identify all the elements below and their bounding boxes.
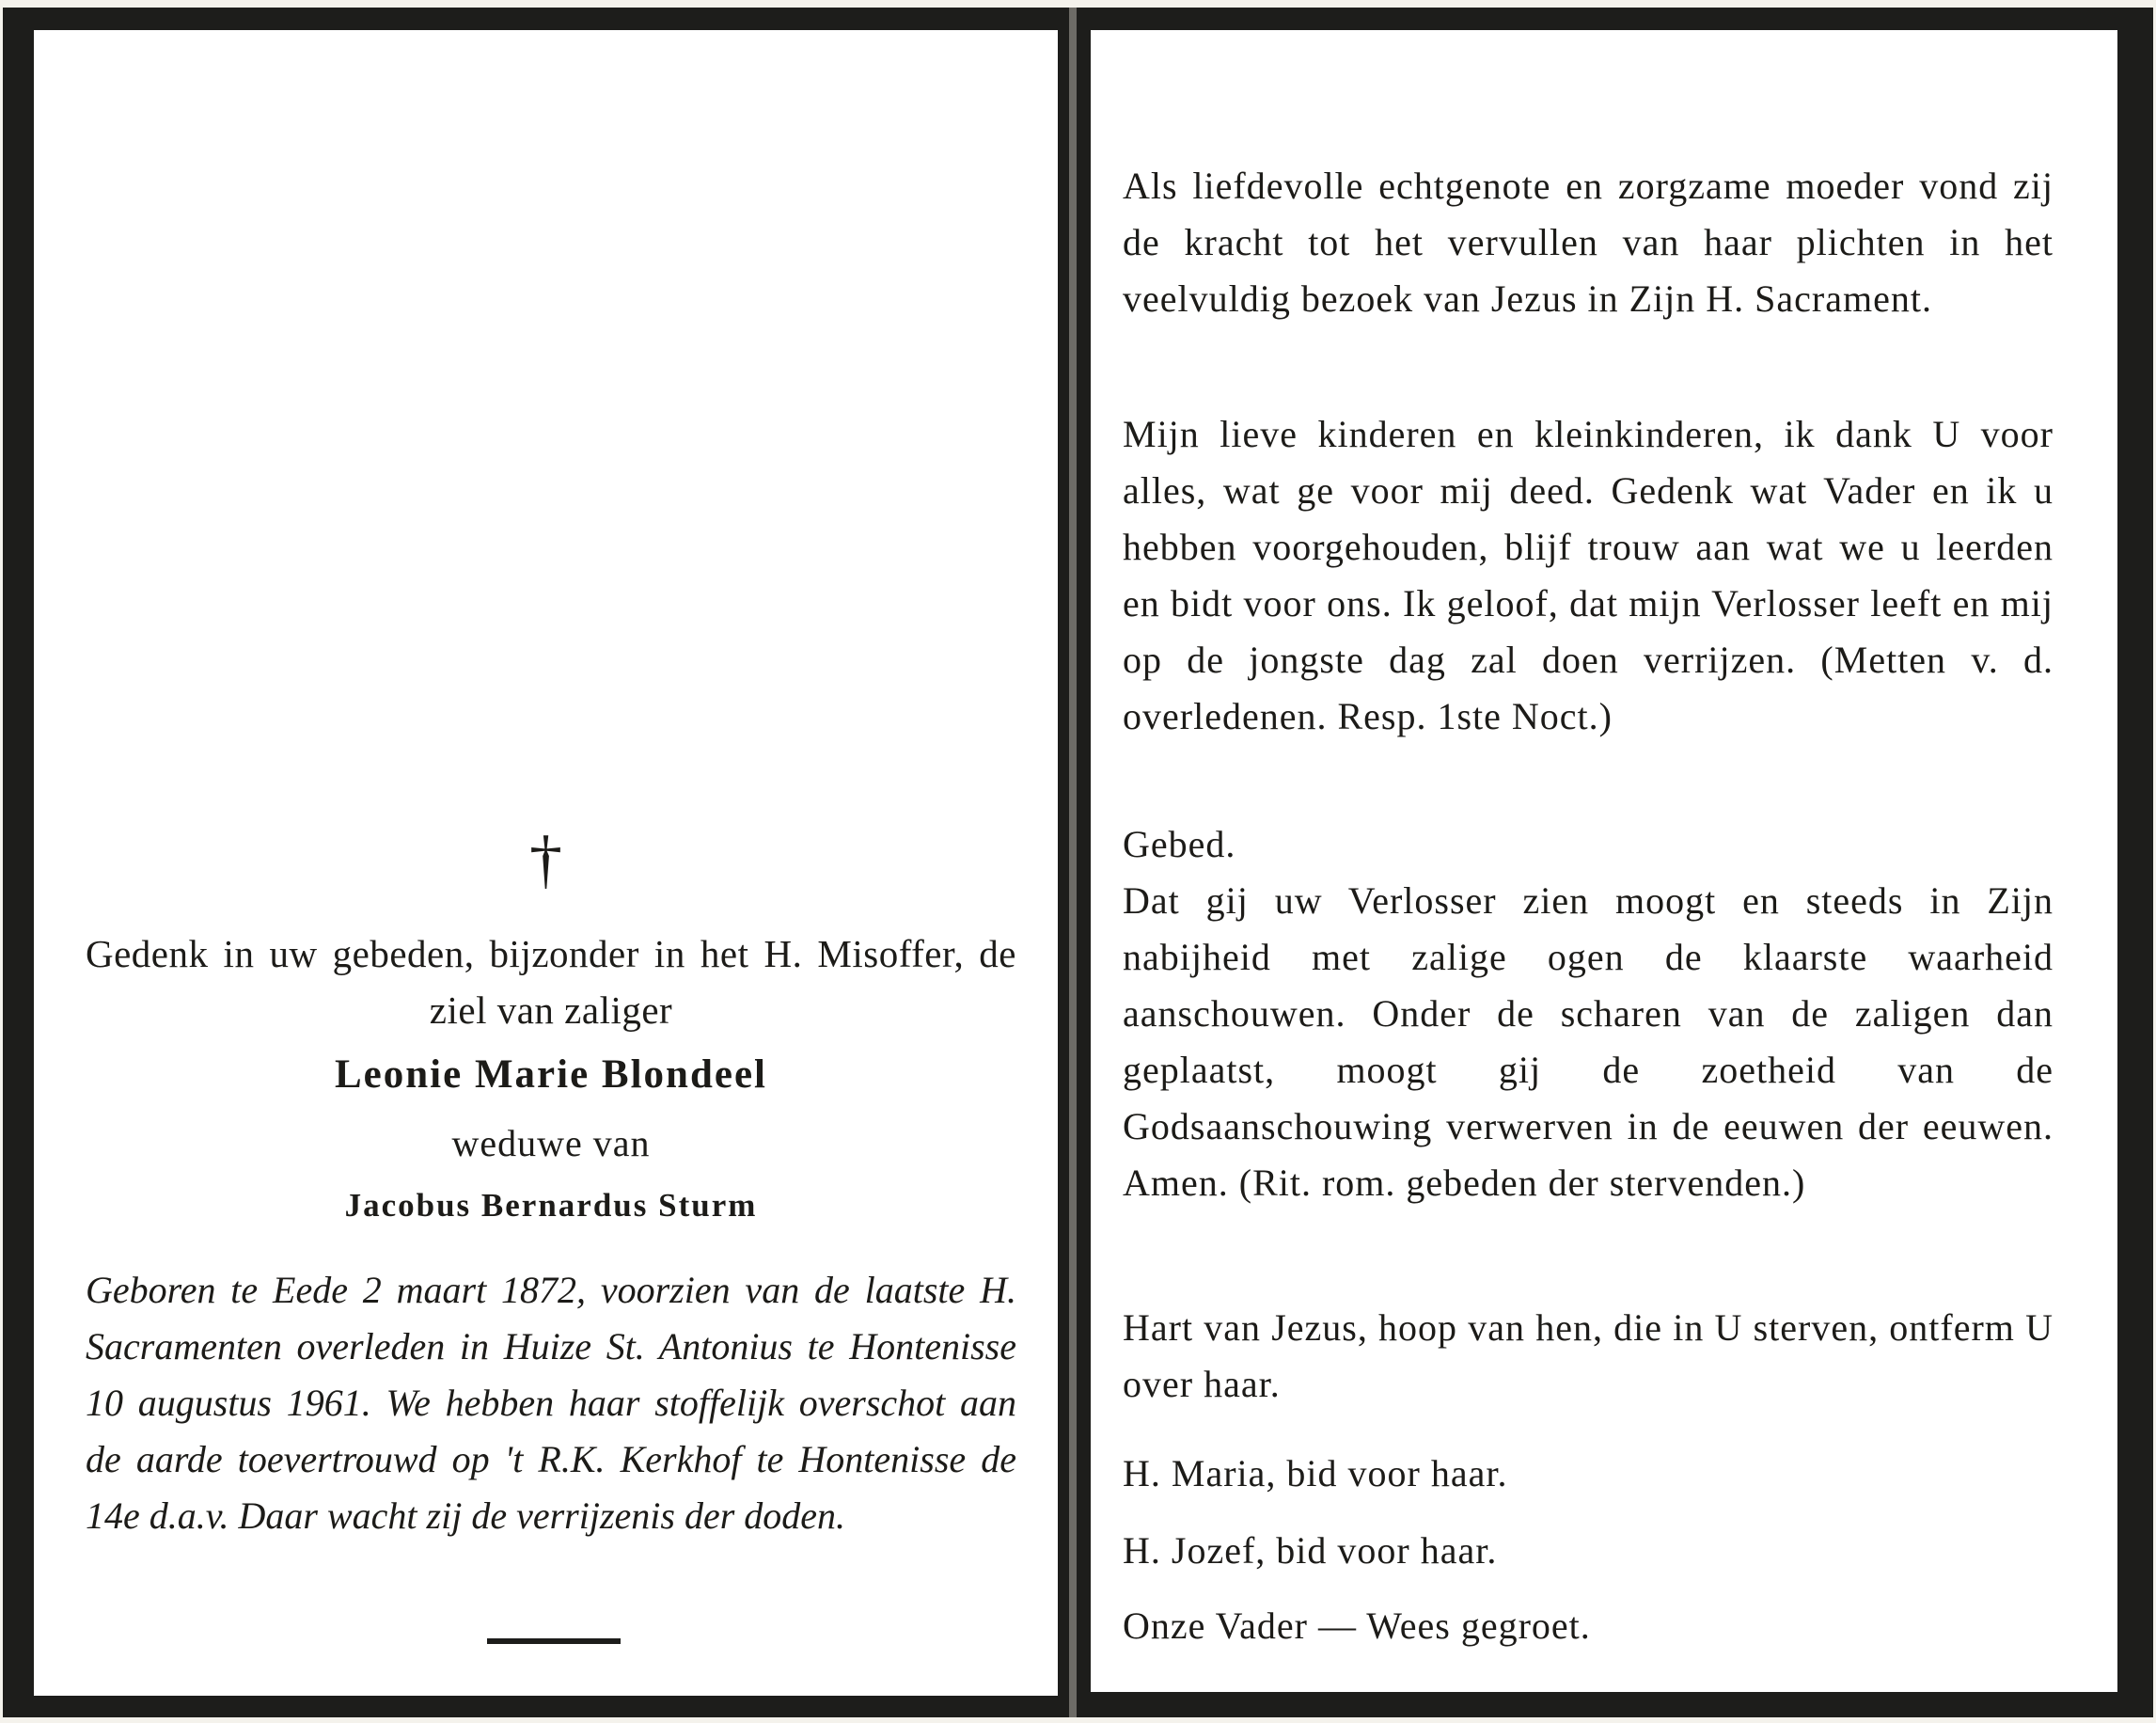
divider-rule: [487, 1638, 621, 1644]
paragraph-mother: Als liefdevolle echtgenote en zorgzame moeder vond zij de kracht tot het vervullen van haar plichten in het veelvuldig bezoek van Jezus in Zijn H. Sacrament.: [1123, 165, 2054, 320]
left-paper: [34, 30, 1058, 1696]
closing-prayer: Onze Vader — Wees gegroet.: [1123, 1604, 1591, 1647]
prayer-text: Dat gij uw Verlosser zien moogt en steeds in Zijn nabijheid met zalige ogen de klaarste waarheid aanschouwen. Onder de scharen van de zaligen dan geplaatst, moogt gij de zoetheid van de Godsaanschouwing verwerven in de eeuwen der eeuwen. Amen. (Rit. rom. gebeden der stervenden.): [1123, 879, 2054, 1204]
left-panel: [3, 8, 1069, 1717]
spouse-name: Jacobus Bernardus Sturm: [344, 1187, 758, 1224]
intro-text: Gedenk in uw gebeden, bijzonder in het H. Misoffer, de ziel van zaliger: [86, 932, 1016, 1032]
biography-text: Geboren te Eede 2 maart 1872, voorzien van de laatste H. Sacramenten overleden in Huize St. Antonius te Hontenisse 10 augustus 1961. We hebben haar stoffelijk overschot aan de aarde toevertrouwd op 't R.K. Kerkhof te Hontenisse de 14e d.a.v. Daar wacht zij de verrijzenis der doden.: [86, 1269, 1016, 1537]
invocation-jozef: H. Jozef, bid voor haar.: [1123, 1529, 1498, 1572]
prayer-heading: Gebed.: [1123, 823, 1236, 865]
invocation-maria: H. Maria, bid voor haar.: [1123, 1452, 1508, 1494]
prayer-block: [1123, 816, 2054, 1211]
right-panel: [1077, 8, 2153, 1717]
card-fold: [1069, 8, 1077, 1717]
paragraph-children: Mijn lieve kinderen en kleinkinderen, ik dank U voor alles, wat ge voor mij deed. Gedenk wat Vader en ik u hebben voorgehouden, blijf trouw aan wat we u leerden en bidt voor ons. Ik geloof, dat mijn Verlosser leeft en mij op de jongste dag zal doen verrijzen. (Metten v. d. overledenen. Resp. 1ste Noct.): [1123, 413, 2054, 737]
cross-icon: †: [529, 824, 562, 896]
invocation-heart: Hart van Jezus, hoop van hen, die in U sterven, ontferm U over haar.: [1123, 1306, 2054, 1405]
widow-of-text: weduwe van: [451, 1122, 651, 1164]
deceased-name: Leonie Marie Blondeel: [335, 1052, 767, 1097]
right-paper: [1091, 30, 2117, 1692]
